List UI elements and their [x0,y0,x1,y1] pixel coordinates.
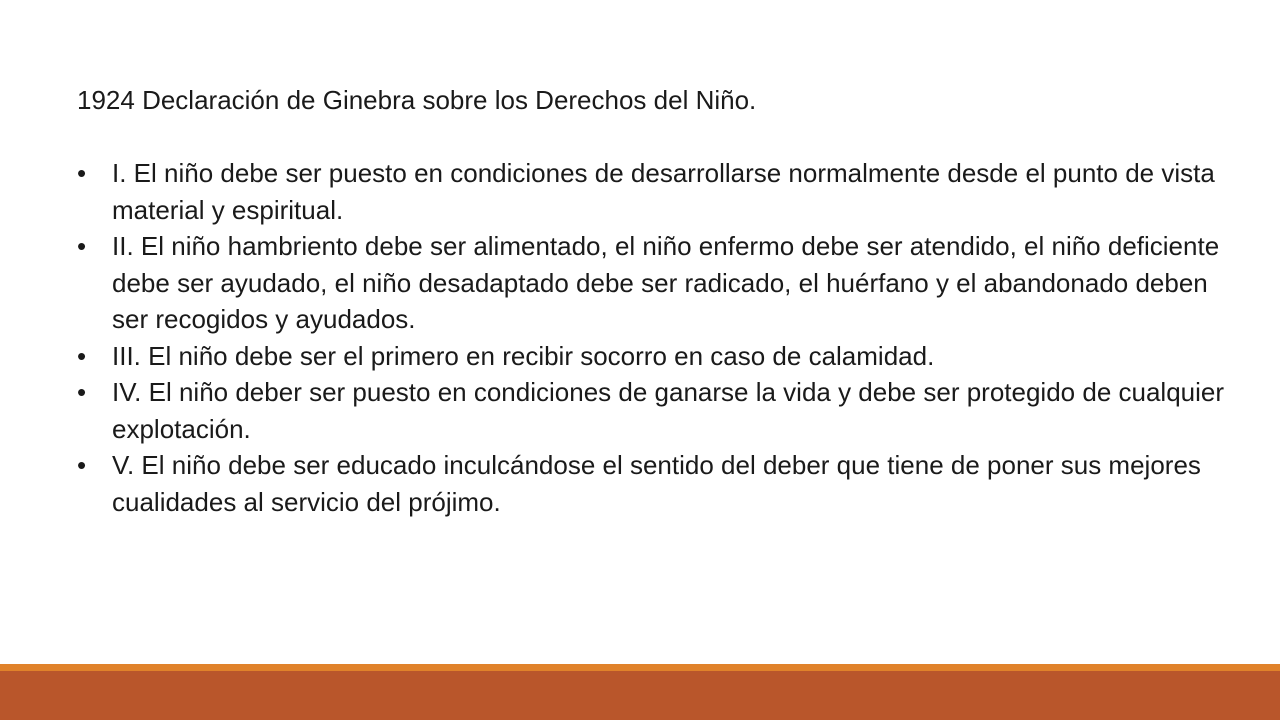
list-item-text: I. El niño debe ser puesto en condiciones de desarrollarse normalmente desde el punto de vista material y espiritual. [112,158,1215,225]
list-item [77,447,1247,520]
bullet-marker: • [77,340,87,371]
list-item-text: III. El niño debe ser el primero en recibir socorro en caso de calamidad. [112,340,935,371]
footer-bar [0,664,1280,720]
list-item [77,228,1247,338]
list-item-text: IV. El niño deber ser puesto en condiciones de ganarse la vida y debe ser protegido de cualquier explotación. [112,377,1225,444]
list-item [77,338,1247,375]
bullet-marker: • [77,231,87,261]
bullet-marker: • [77,377,87,407]
slide-title: 1924 Declaración de Ginebra sobre los Derechos del Niño. [77,85,757,115]
list-item-text: II. El niño hambriento debe ser alimentado, el niño enfermo debe ser atendido, el niño deficiente debe ser ayudado, el niño desadaptado debe ser radicado, el huérfano y el abandonado deben ser recogidos y ayudados. [112,231,1220,334]
list-item [77,155,1247,228]
list-item [77,374,1247,447]
bullet-marker: • [77,450,87,480]
footer-accent-stripe [0,664,1280,671]
slide-content [77,82,1247,520]
bullet-list [77,155,1247,520]
list-item-text: V. El niño debe ser educado inculcándose el sentido del deber que tiene de poner sus mejores cualidades al servicio del prójimo. [112,450,1201,517]
bullet-marker: • [77,158,87,188]
